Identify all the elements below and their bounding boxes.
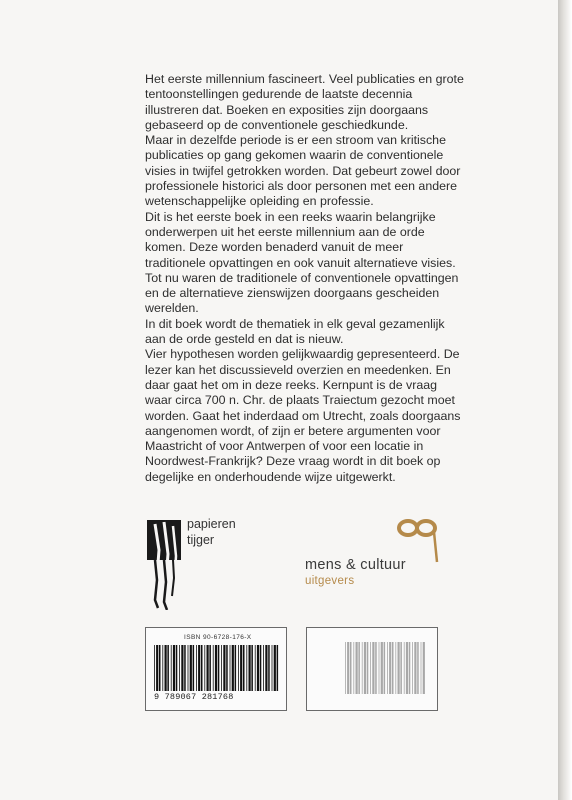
mens-cultuur-name: mens & cultuur: [305, 557, 406, 573]
blurb-paragraph: Vier hypothesen worden gelijkwaardig gepresenteerd. De lezer kan het discussieveld overzien en meedenken. En daar gaat het om in deze reeks. Kernpunt is de vraag waar circa 700 n. Chr. de plaats Traiectum gezocht moet worden. Gaat het inderdaad om Utrecht, zoals doorgaans aangenomen wordt, of zijn er betere argumenten voor Maastricht of voor Antwerpen of voor een locatie in Noordwest-Frankrijk? Deze vraag wordt in dit boek op degelijke en onderhoudende wijze uitgewerkt.: [145, 347, 461, 484]
blurb-paragraph: In dit boek wordt de thematiek in elk geval gezamenlijk aan de orde gesteld en dat is nieuw.: [145, 316, 445, 347]
barcode-bars: [154, 645, 280, 691]
blurb-paragraph: Het eerste millennium fascineert. Veel publicaties en grote tentoonstellingen gedurende de laatste decennia illustreren dat. Boeken en exposities zijn doorgaans gebaseerd op de conventionele geschiedkunde.: [145, 72, 464, 132]
cover-edge: [558, 0, 572, 800]
papieren-tijger-name: [187, 516, 236, 548]
price-sticker-box: [306, 627, 438, 711]
blurb-text: [145, 72, 465, 485]
mens-cultuur-subtitle: uitgevers: [305, 575, 355, 587]
papieren-tijger-line1: papieren: [187, 517, 236, 531]
blurb-paragraph: Dit is het eerste boek in een reeks waarin belangrijke onderwerpen uit het eerste millennium aan de orde komen. Deze worden benaderd vanuit de meer traditionele opvattingen en ook vanuit alternatieve visies. Tot nu waren de traditionele of conventionele opvattingen en de alternatieve zienswijzen doorgaans gescheiden werelden.: [145, 209, 459, 316]
faded-barcode: [345, 642, 425, 694]
isbn-digits: 9 789067 281768: [154, 692, 234, 702]
papieren-tijger-line2: tijger: [187, 533, 215, 547]
blurb-paragraph: Maar in dezelfde periode is er een stroom van kritische publicaties op gang gekomen waarin de conventionele visies in twijfel getrokken worden. Dat gebeurt zowel door professionele historici als door personen met een andere wetenschappelijke opleiding en professie.: [145, 133, 461, 209]
isbn-label: ISBN 90-6728-176-X: [184, 634, 252, 641]
isbn-barcode-box: [145, 627, 287, 711]
